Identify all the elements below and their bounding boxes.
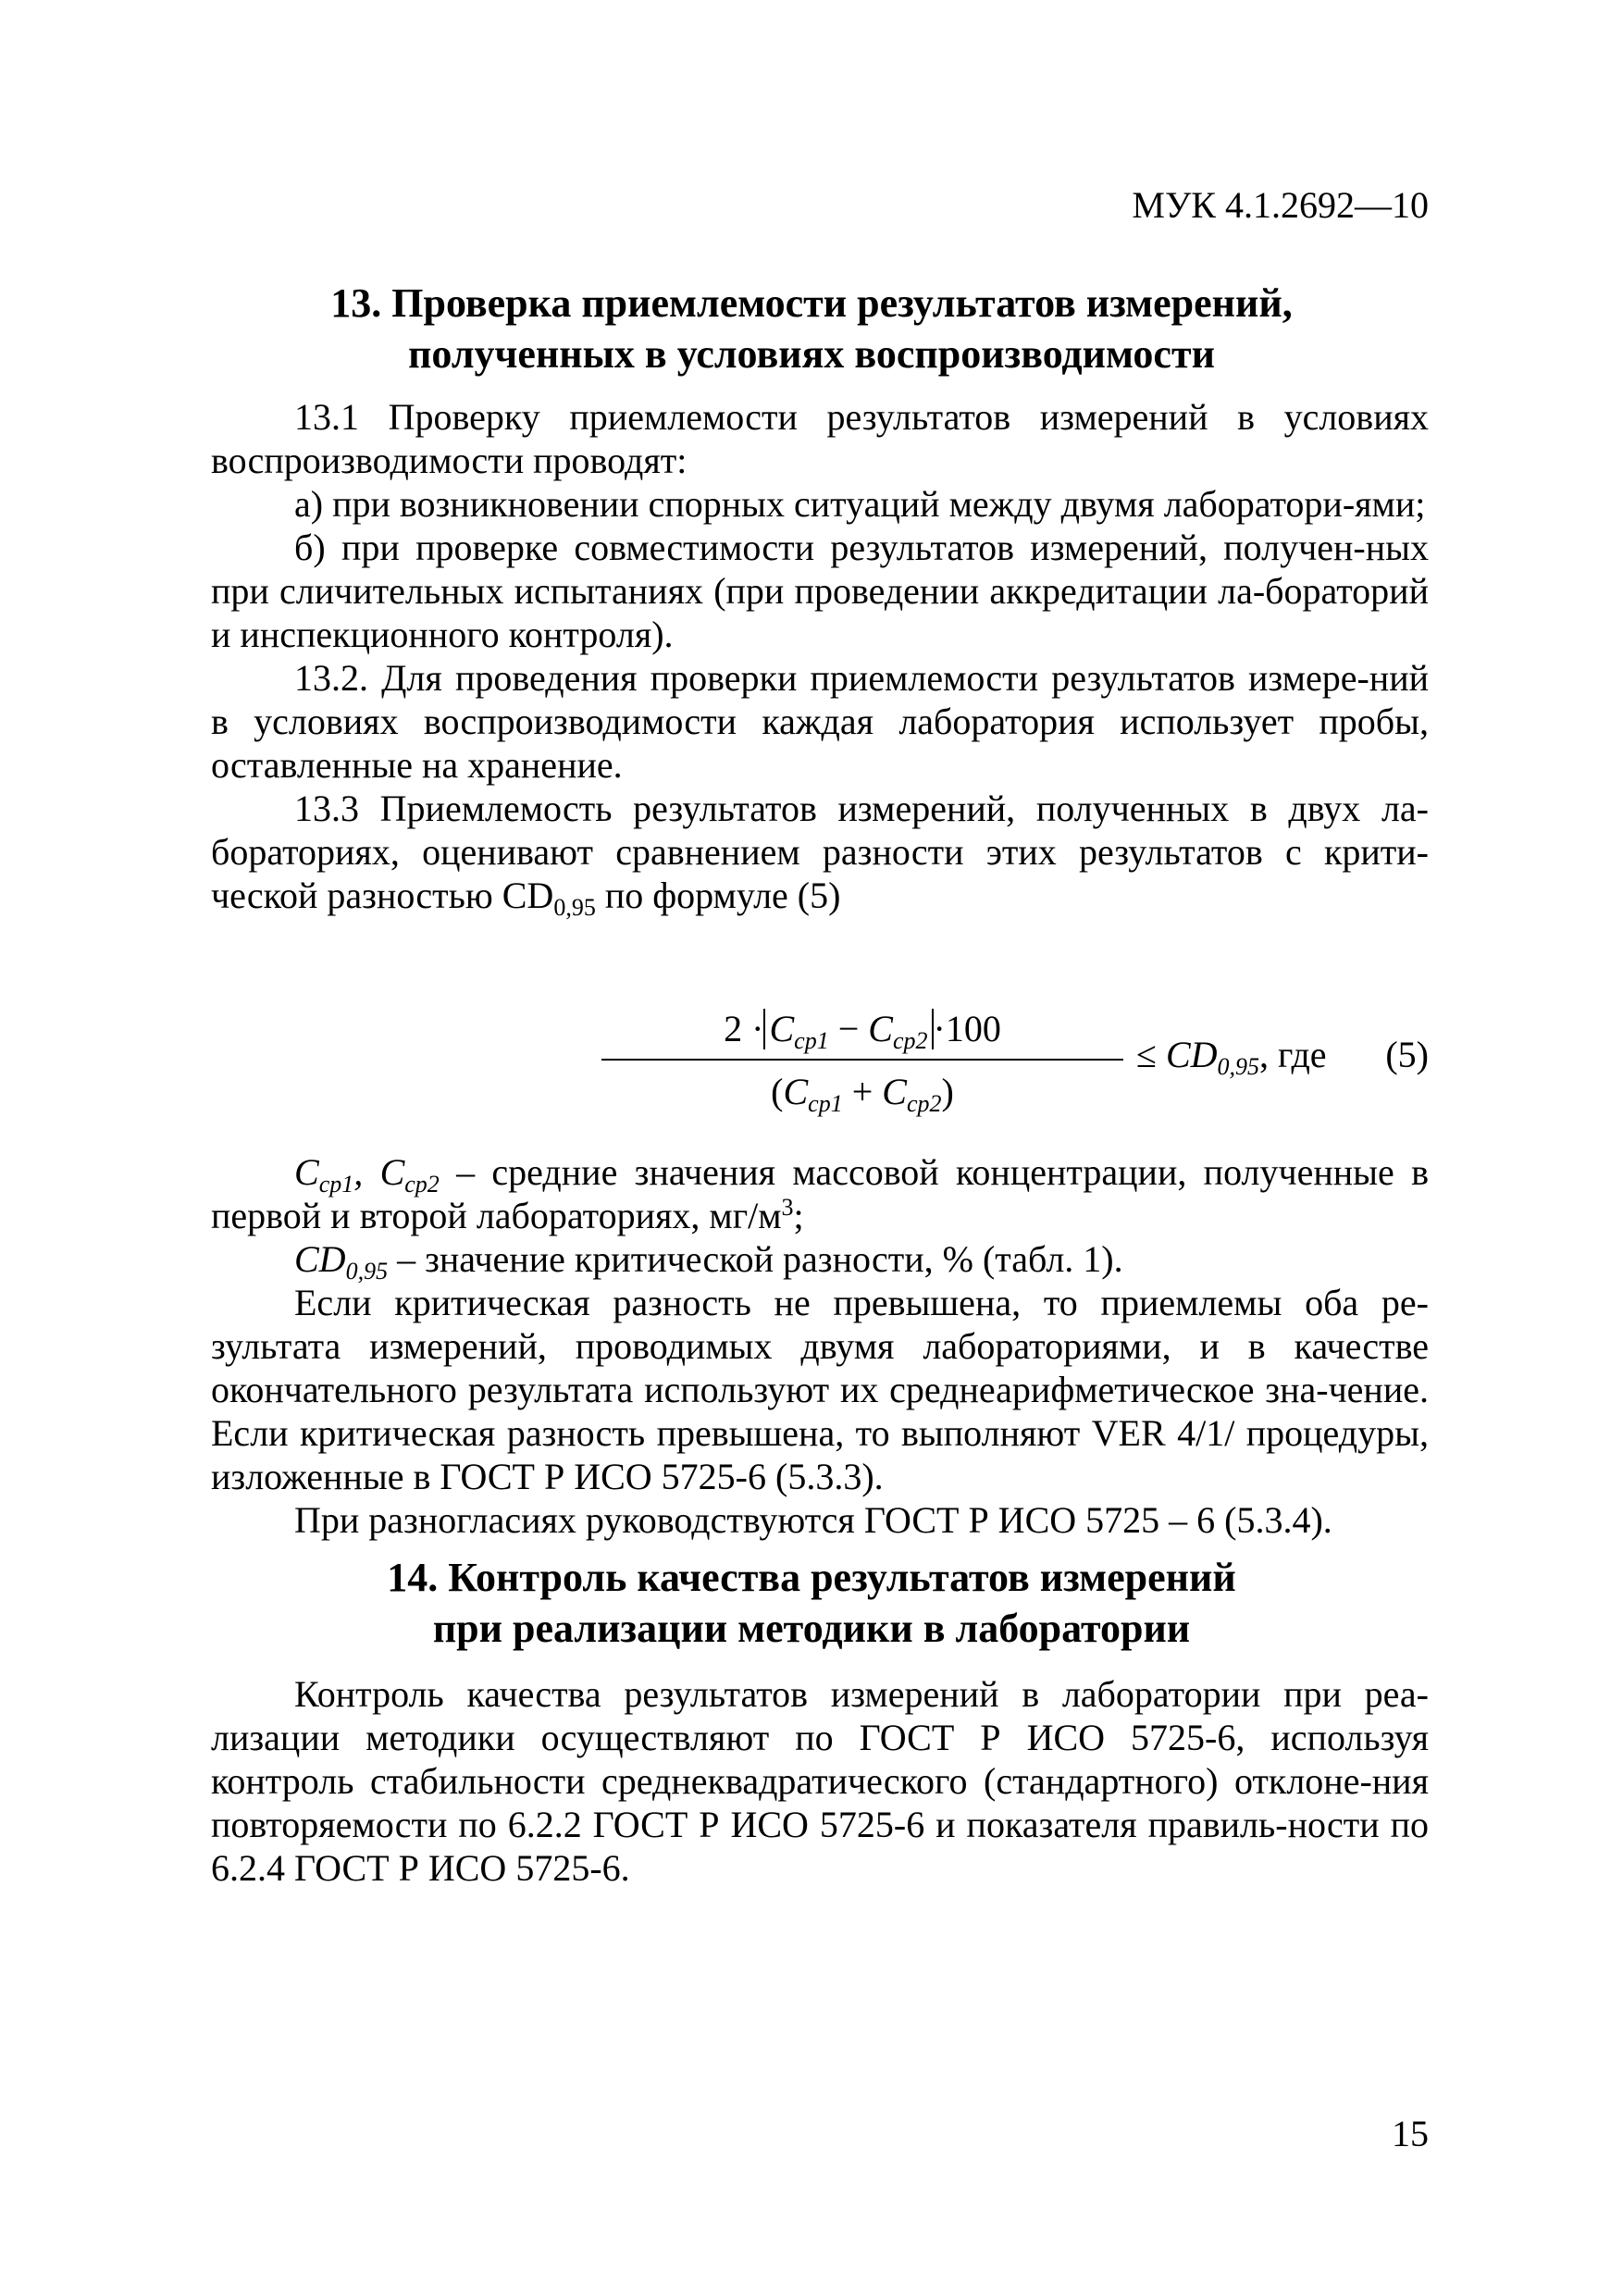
formula-c1-sub: cp1 bbox=[794, 1027, 829, 1054]
formula-5 bbox=[211, 999, 1429, 1138]
formula-den-c1: C bbox=[783, 1071, 809, 1112]
def-c-end: ; bbox=[793, 1195, 804, 1236]
def-sep: , bbox=[353, 1151, 380, 1193]
definition-cd bbox=[211, 1237, 1429, 1285]
formula-cd-sub: 0,95 bbox=[1217, 1053, 1260, 1080]
paragraph-disagreements: При разногласиях руководствуются ГОСТ Р ИСО 5725 – 6 (5.3.4). bbox=[294, 1499, 1332, 1541]
section-14-title bbox=[204, 1552, 1419, 1654]
section-13-title-line1: 13. Проверка приемлемости результатов измерений, bbox=[330, 280, 1293, 326]
formula-den-c2: C bbox=[882, 1071, 907, 1112]
paragraph-13-1-a: а) при возникновении спорных ситуаций между двумя лаборатори-ями; bbox=[294, 483, 1426, 525]
def-c2-sub: cp2 bbox=[404, 1171, 440, 1198]
def-cd-sub: 0,95 bbox=[345, 1258, 389, 1285]
formula-den-close: ) bbox=[941, 1071, 954, 1112]
formula-den-c2-sub: cp2 bbox=[906, 1090, 942, 1117]
formula-c2: C bbox=[868, 1008, 893, 1049]
paragraph-13-1-b: б) при проверке совместимости результатов измерений, получен-ных при сличительных испытаниях (при проведении аккредитации ла-бораторий и инспекционного контроля). bbox=[211, 527, 1429, 655]
formula-cd: CD bbox=[1165, 1034, 1218, 1075]
equation-number: (5) bbox=[1385, 1034, 1429, 1075]
section-14-body bbox=[211, 1672, 1429, 1890]
paragraph-13-3-tail: по формуле (5) bbox=[595, 875, 841, 916]
paragraph-13-3 bbox=[211, 787, 1429, 921]
formula-where: , где bbox=[1259, 1034, 1327, 1075]
paragraph-13-2: 13.2. Для проведения проверки приемлемости результатов измере-ний в условиях воспроизводимости каждая лаборатория использует пробы, оставленные на хранение. bbox=[211, 657, 1429, 786]
def-cd-text: – значение критической разности, % (табл. 1). bbox=[388, 1238, 1123, 1280]
formula-den-open: ( bbox=[771, 1071, 784, 1112]
section-14-title-line1: 14. Контроль качества результатов измерений bbox=[387, 1555, 1236, 1600]
formula-leq: ≤ bbox=[1136, 1034, 1166, 1075]
paragraph-13-3-subscript: 0,95 bbox=[553, 894, 596, 921]
definitions-block bbox=[211, 1150, 1429, 1542]
section-13-title bbox=[204, 278, 1419, 379]
page-number: 15 bbox=[1392, 2113, 1429, 2154]
def-c-text: – средние значения массовой концентрации, полученные в первой и второй лабораториях, мг/м bbox=[211, 1151, 1430, 1236]
formula-num-prefix: 2 · bbox=[724, 1008, 764, 1049]
section-14-title-line2: при реализации методики в лаборатории bbox=[432, 1606, 1191, 1651]
document-code: МУК 4.1.2692—10 bbox=[1132, 184, 1429, 226]
def-c1-sub: cp1 bbox=[318, 1171, 354, 1198]
definition-c bbox=[211, 1150, 1429, 1237]
def-c1: C bbox=[294, 1151, 319, 1193]
formula-c1: C bbox=[769, 1008, 795, 1049]
def-cd: CD bbox=[294, 1238, 346, 1280]
formula-fraction-bar bbox=[601, 1059, 1123, 1061]
formula-numerator bbox=[598, 1007, 1127, 1054]
paragraph-critical-difference: Если критическая разность не превышена, то приемлемы оба ре-зультата измерений, проводимых двумя лабораториями, и в качестве окончательного результата используют их среднеарифметическое зна-чение. Если критическая разность превышена, то выполняют VER 4/1/ процедуры, изложенные в ГОСТ Р ИСО 5725-6 (5.3.3). bbox=[211, 1282, 1429, 1497]
section-13-title-line2: полученных в условиях воспроизводимости bbox=[408, 331, 1215, 377]
formula-denominator bbox=[598, 1070, 1127, 1117]
formula-rhs bbox=[1136, 1033, 1327, 1080]
def-c2: C bbox=[379, 1151, 405, 1193]
def-c-sup: 3 bbox=[781, 1194, 794, 1221]
formula-num-suffix: ·100 bbox=[933, 1008, 1001, 1049]
formula-plus: + bbox=[842, 1071, 883, 1112]
formula-den-c1-sub: cp1 bbox=[808, 1090, 843, 1117]
paragraph-13-3-text: 13.3 Приемлемость результатов измерений, полученных в двух ла-бораториях, оценивают сравнением разности этих результатов с крити-ческой разностью CD bbox=[211, 788, 1429, 916]
section-13-body bbox=[211, 395, 1429, 921]
formula-absolute-value bbox=[763, 1008, 933, 1054]
paragraph-13-1: 13.1 Проверку приемлемости результатов измерений в условиях воспроизводимости проводят: bbox=[211, 396, 1429, 481]
formula-minus: − bbox=[828, 1008, 869, 1049]
formula-c2-sub: cp2 bbox=[892, 1027, 928, 1054]
paragraph-14: Контроль качества результатов измерений в лаборатории при реа-лизации методики осуществляют по ГОСТ Р ИСО 5725-6, используя контроль стабильности среднеквадратического (стандартного) отклоне-ния повторяемости по 6.2.2 ГОСТ Р ИСО 5725-6 и показателя правиль-ности по 6.2.4 ГОСТ Р ИСО 5725-6. bbox=[211, 1673, 1429, 1889]
